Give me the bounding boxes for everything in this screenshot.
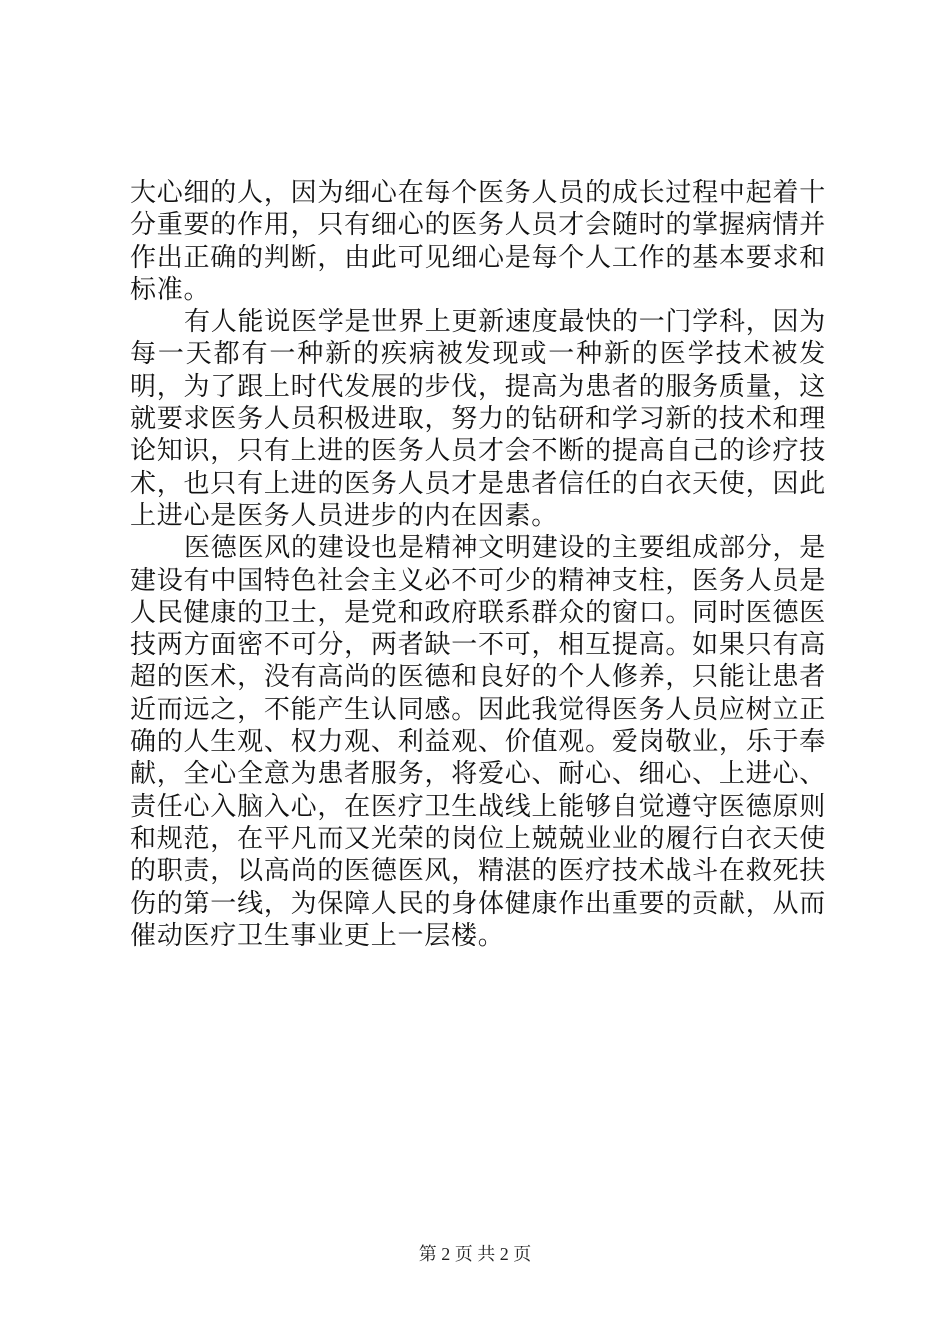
paragraph-2: 有人能说医学是世界上更新速度最快的一门学科，因为每一天都有一种新的疾病被发现或一种新的医学技术被发明，为了跟上时代发展的步伐，提高为患者的服务质量，这就要求医务人员积极进取，努力的钻研和学习新的技术和理论知识，只有上进的医务人员才会不断的提高自己的诊疗技术，也只有上进的医务人员才是患者信任的白衣天使，因此上进心是医务人员进步的内在因素。 bbox=[130, 307, 827, 531]
page-footer bbox=[0, 1243, 950, 1265]
paragraph-1: 大心细的人，因为细心在每个医务人员的成长过程中起着十分重要的作用，只有细心的医务人员才会随时的掌握病情并作出正确的判断，由此可见细心是每个人工作的基本要求和标准。 bbox=[130, 178, 826, 305]
document-body bbox=[130, 177, 826, 952]
paragraph-3: 医德医风的建设也是精神文明建设的主要组成部分，是建设有中国特色社会主义必不可少的精神支柱，医务人员是人民健康的卫士，是党和政府联系群众的窗口。同时医德医技两方面密不可分，两者缺一不可，相互提高。如果只有高超的医术，没有高尚的医德和良好的个人修养，只能让患者近而远之，不能产生认同感。因此我觉得医务人员应树立正确的人生观、权力观、利益观、价值观。爱岗敬业，乐于奉献，全心全意为患者服务，将爱心、耐心、细心、上进心、责任心入脑入心，在医疗卫生战线上能够自觉遵守医德原则和规范，在平凡而又光荣的岗位上兢兢业业的履行白衣天使的职责，以高尚的医德医风，精湛的医疗技术战斗在救死扶伤的第一线，为保障人民的身体健康作出重要的贡献，从而催动医疗卫生事业更上一层楼。 bbox=[130, 533, 827, 951]
page-number-label: 第 2 页 共 2 页 bbox=[418, 1244, 532, 1264]
